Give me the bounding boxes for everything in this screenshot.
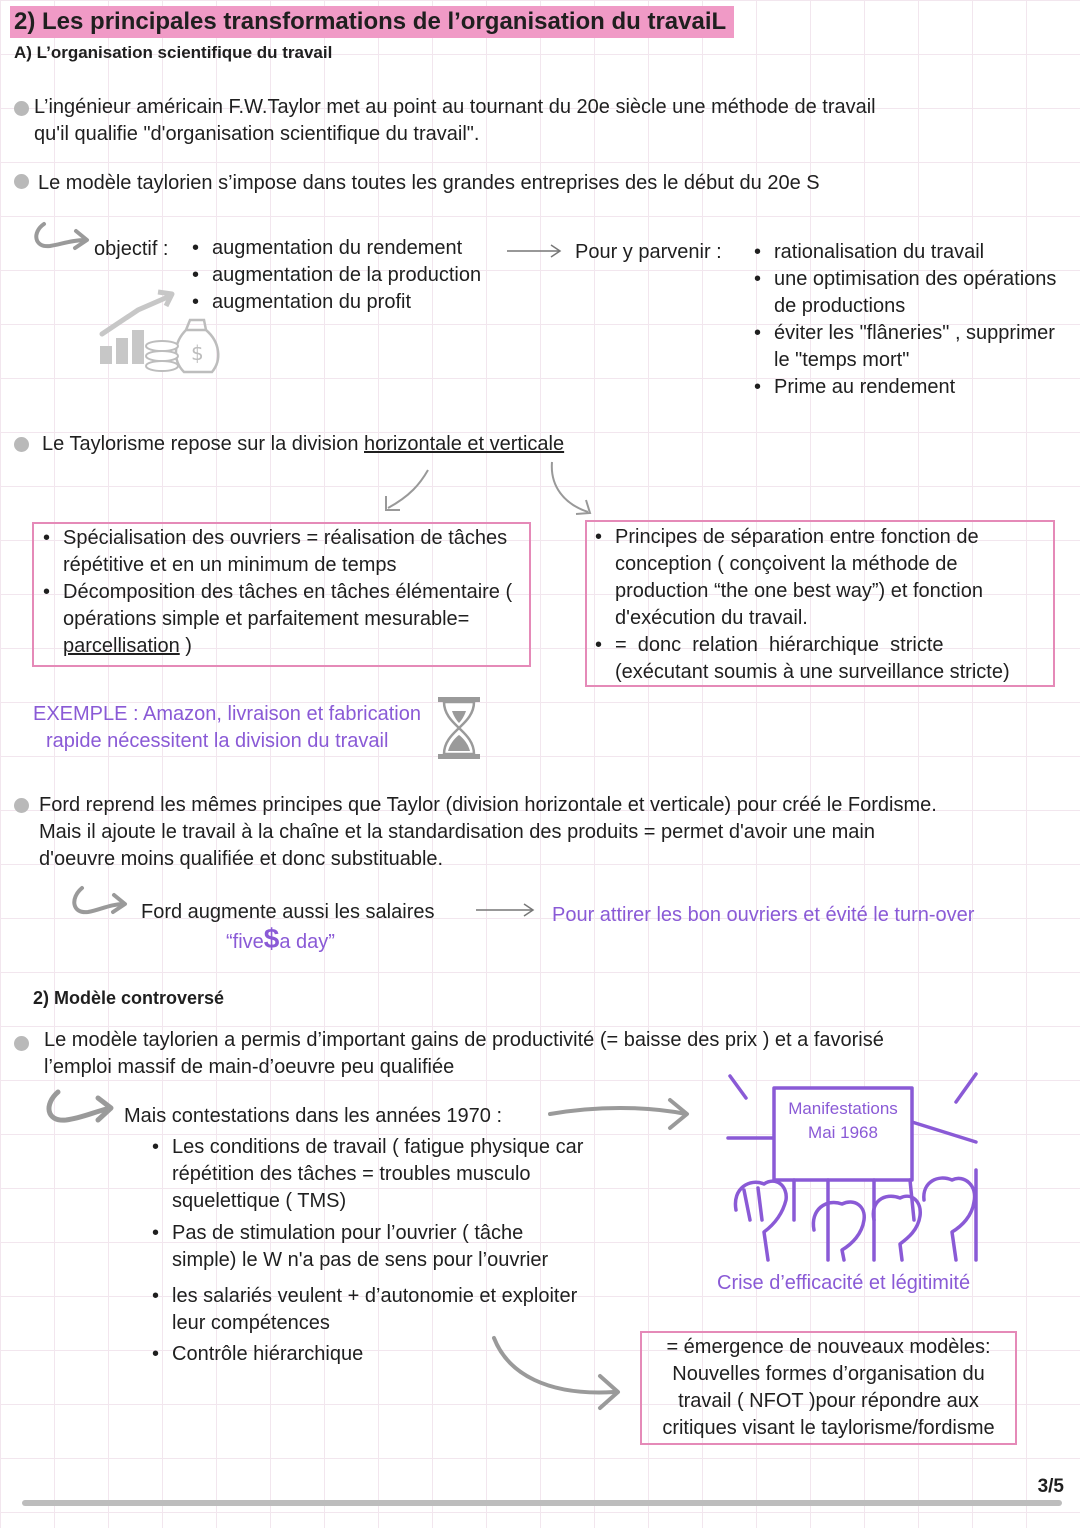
section-title: 2) Modèle controversé [33,988,225,1008]
page-number: 3/5 [1037,1476,1064,1497]
list-item: • une optimisation des opérations de productions [752,266,1062,320]
list-item: • Principes de séparation entre fonction de conception ( conçoivent la méthode de production “the one best way”) et fonction d'exécution du travail. [593,524,1043,632]
list-item: • augmentation de la production [190,262,481,289]
vertical-division-box [585,520,1055,687]
curved-arrow-icon [42,1086,116,1132]
curved-arrow-icon [488,1334,632,1414]
objectif-label: objectif : [94,238,169,260]
five-dollar-day: “five$a day” [226,923,335,954]
right-arrow-icon [474,902,538,918]
protest-hands-icon [724,1070,984,1270]
growth-money-icon [98,288,224,380]
curved-arrow-icon [30,218,92,254]
list-item: • Contrôle hiérarchique [150,1341,590,1368]
list-item: • rationalisation du travail [752,239,1062,266]
hourglass-icon [436,695,482,761]
dollar-icon: $ [263,923,280,954]
svg-text:$: $ [191,341,204,365]
horizontal-division-box [32,522,531,667]
list-item: • Pas de stimulation pour l’ouvrier ( tâche simple) le W n'a pas de sens pour l’ouvrier [150,1220,590,1274]
contestations-label: Mais contestations dans les années 1970 : [124,1105,503,1127]
section-subtitle: A) L’organisation scientifique du travail [14,43,333,62]
list-item: • augmentation du rendement [190,235,481,262]
taylor-model-paragraph: Le modèle taylorien s’impose dans toutes les grandes entreprises des le début du 20e S [38,172,820,194]
sign-text-line2: Mai 1968 [808,1123,878,1142]
bullet-dot [14,174,29,189]
division-paragraph: Le Taylorisme repose sur la division horizontale et verticale [42,433,565,455]
parvenir-label: Pour y parvenir : [575,241,722,263]
list-item: • Les conditions de travail ( fatigue physique car répétition des tâches = troubles musculo squelettique ( TMS) [150,1134,590,1215]
footer-divider [22,1500,1062,1506]
objectives-list [190,235,481,316]
example-text: EXEMPLE : Amazon, livraison et fabrication rapide nécessitent la division du travail [33,703,421,752]
ford-reason: Pour attirer les bon ouvriers et évité le turn-over [552,904,975,926]
arrow-down-left-icon [380,466,434,514]
list-item: • éviter les "flâneries" , supprimer le "temps mort" [752,320,1062,374]
bullet-dot [14,1036,29,1051]
nfot-box: = émergence de nouveaux modèles: Nouvelles formes d’organisation du travail ( NFOT )pour répondre aux critiques visant le taylorisme/fordisme [640,1331,1017,1445]
bullet-dot [14,798,29,813]
ford-salaires: Ford augmente aussi les salaires [141,901,435,923]
list-item: • Décomposition des tâches en tâches élémentaire ( opérations simple et parfaitement mesurable= parcellisation ) [41,579,529,660]
taylor-paragraph: L’ingénieur américain F.W.Taylor met au point au tournant du 20e siècle une méthode de travail qu'il qualifie "d'organisation scientifique du travail". [34,96,876,145]
bullet-dot [14,101,29,116]
means-list [752,239,1062,401]
curved-arrow-icon [68,882,130,920]
list-item: • = donc relation hiérarchique stricte (exécutant soumis à une surveillance stricte) [593,632,1043,686]
bullet-dot [14,437,29,452]
list-item: • Prime au rendement [752,374,1062,401]
list-item: • les salariés veulent + d’autonomie et exploiter leur compétences [150,1283,590,1337]
model-paragraph: Le modèle taylorien a permis d’important gains de productivité (= baisse des prix ) et a favorisé l’emploi massif de main-d’oeuvre peu qualifiée [44,1029,884,1078]
right-arrow-icon [546,1096,692,1136]
list-item: • augmentation du profit [190,289,481,316]
crise-text: Crise d’efficacité et légitimité [717,1272,971,1294]
sign-text-line1: Manifestations [788,1099,898,1118]
contestations-list [150,1134,590,1368]
right-arrow-icon [505,243,565,259]
arrow-down-right-icon [548,460,598,518]
page-title: 2) Les principales transformations de l’organisation du travaiL [10,6,734,38]
ford-paragraph: Ford reprend les mêmes principes que Taylor (division horizontale et verticale) pour créé le Fordisme. Mais il ajoute le travail à la chaîne et la standardisation des produits = permet d'avoir une main d'oeuvre moins qualifiée et donc substituable. [39,794,937,870]
list-item: • Spécialisation des ouvriers = réalisation de tâches répétitive et en un minimum de temps [41,525,529,579]
